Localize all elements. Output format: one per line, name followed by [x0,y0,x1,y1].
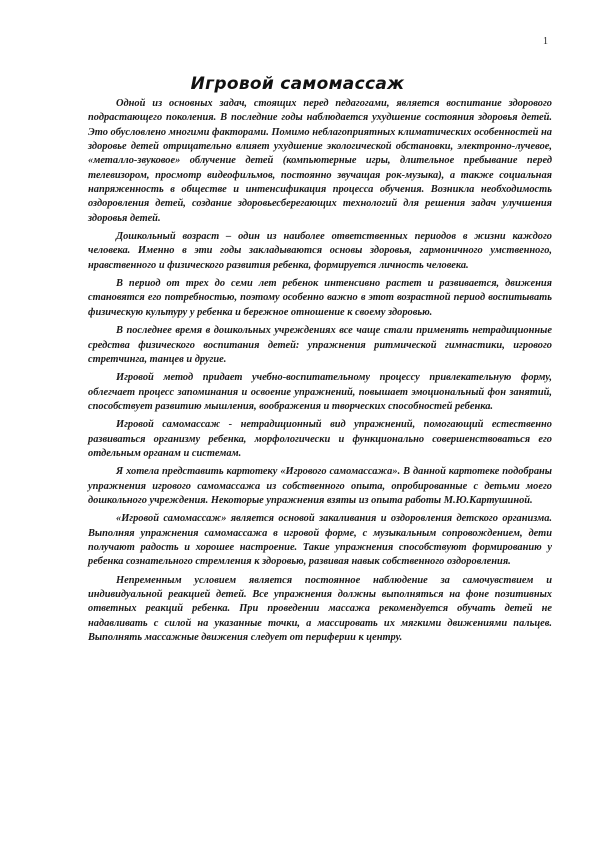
paragraph-game-method: Игровой метод придает учебно-воспитательному процессу привлекательную форму, облегчает процесс запоминания и освоение упражнений, повышает эмоциональный фон занятий, способствует развитию мышления, воображения и творческих способностей ребенка. [88,372,552,412]
document-body [88,97,552,645]
paragraph-preschool-age: Дошкольный возраст – один из наиболее ответственных периодов в жизни каждого человека. Именно в эти годы закладываются основы здоровья, гармоничного умственного, нравственного и физического развития ребенка, формируется личность человека. [88,231,552,271]
paragraph-three-to-seven: В период от трех до семи лет ребенок интенсивно растет и развивается, движения становятся его потребностью, поэтому особенно важно в этот возрастной период воспитывать физическую культуру у ребенка и бережное отношение к своему здоровью. [88,278,552,318]
paragraph-hardening: «Игровой самомассаж» является основой закаливания и оздоровления детского организма. Выполняя упражнения самомассажа в игровой форме, с музыкальным сопровождением, дети получают радость и хорошее настроение. Такие упражнения способствуют формированию у ребенка сознательного стремления к здоровью, развивая навык собственного оздоровления. [88,513,552,568]
paragraph-nontraditional-means: В последнее время в дошкольных учреждениях все чаще стали применять нетрадиционные средства физического воспитания детей: упражнения ритмической гимнастики, игрового стретчинга, танцев и другие. [88,325,552,365]
paragraph-conditions: Непременным условием является постоянное наблюдение за самочувствием и индивидуальной реакцией детей. Все упражнения должны выполняться на фоне позитивных ответных реакций ребенка. При проведении массажа рекомендуется обучать детей не надавливать с силой на указанные точки, а массировать их мягкими движениями пальцев. Выполнять массажные движения следует от периферии к центру. [88,574,552,644]
page-number: 1 [543,36,548,47]
paragraph-card-index: Я хотела представить картотеку «Игрового самомассажа». В данной картотеке подобраны упражнения игрового самомассажа из собственного опыта, опробированные с детьми моего дошкольного учреждения. Некоторые упражнения взяты из опыта работы М.Ю.Картушиной. [88,466,552,506]
paragraph-intro: Одной из основных задач, стоящих перед педагогами, является воспитание здорового подрастающего поколения. В последние годы наблюдается ухудшение состояния здоровья детей. Это обусловлено многими факторами. Помимо неблагоприятных климатических особенностей на здоровье детей отрицательно влияет ухудшение экологической обстановки, электронно-лучевое, «металло-звуковое» облучение детей (компьютерные игры, длительное пребывание перед телевизором, просмотр видеофильмов, постоянно звучащая рок-музыка), а также социальная напряженность в обществе и интенсификация процесса обучения. Возникла необходимость оздоровления детей, создание здоровьесберегающих технологий для решения задач улучшения здоровья детей. [88,98,552,224]
document-title: Игровой самомассаж [190,74,405,94]
paragraph-self-massage-definition: Игровой самомассаж - нетрадиционный вид упражнений, помогающий естественно развиваться организму ребенка, морфологически и функционально совершенствоваться его отдельным органам и системам. [88,419,552,459]
